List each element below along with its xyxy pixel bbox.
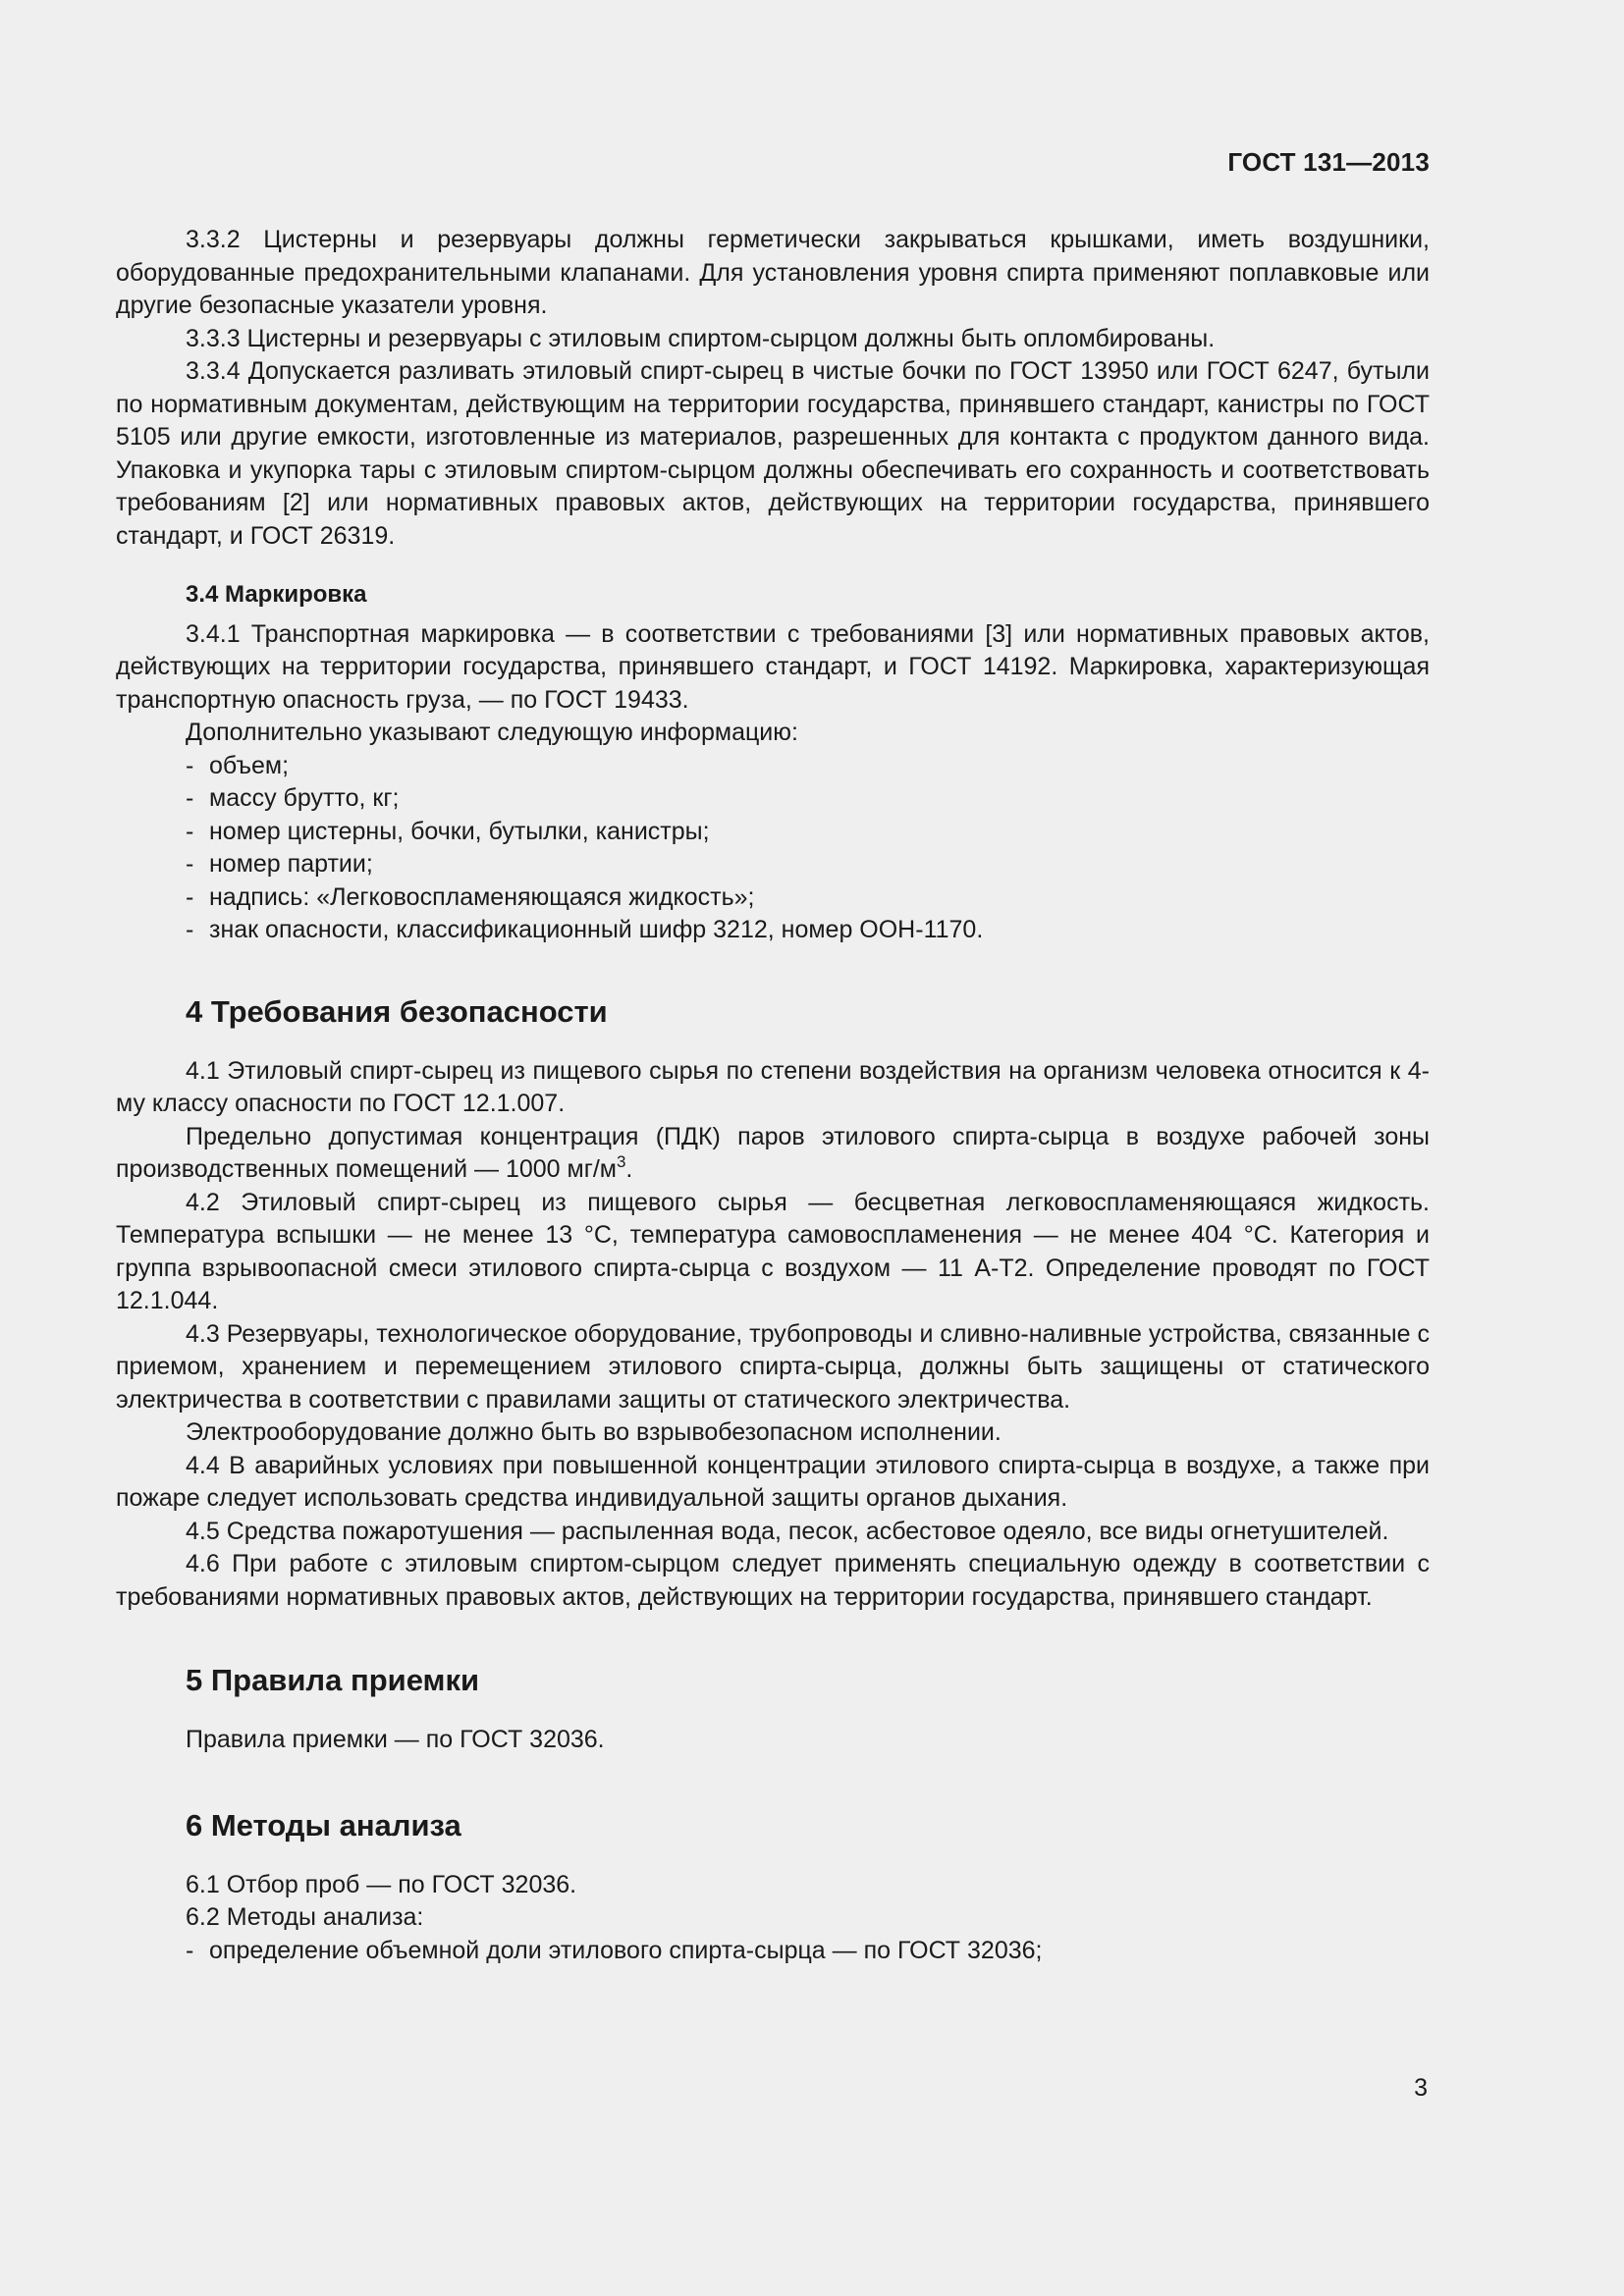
paragraph-4-3-electrical: Электрооборудование должно быть во взрывобезопасном исполнении. — [186, 1418, 1001, 1446]
subsection-heading-3-4: 3.4 Маркировка — [186, 581, 367, 608]
paragraph-4-6: 4.6 При работе с этиловым спиртом-сырцом следует применять специальную одежду в соответствии с требованиями нормативных правовых актов, действующих на территории государства, принявшего стандарт. — [116, 1550, 1430, 1611]
paragraph-4-2: 4.2 Этиловый спирт-сырец из пищевого сырья — бесцветная легковоспламеняющаяся жидкость. Температура вспышки — не менее 13 °С, температура самовоспламенения — не менее 404 °С. Категория и группа взрывоопасной смеси этилового спирта-сырца с воздухом — 11 А-Т2. Определение проводят по ГОСТ 12.1.044. — [116, 1188, 1430, 1314]
section-heading-4: 4 Требования безопасности — [186, 993, 608, 1029]
analysis-list — [116, 1935, 1430, 1968]
mac-text: Предельно допустимая концентрация (ПДК) паров этилового спирта-сырца в воздухе рабочей зоны производственных помещений — 1000 мг/м — [116, 1122, 1430, 1183]
section-heading-5: 5 Правила приемки — [186, 1663, 480, 1697]
list-dash: - — [186, 850, 194, 878]
document-code: ГОСТ 131—2013 — [1227, 147, 1430, 177]
list-item-text: номер партии; — [209, 850, 373, 878]
document-body — [116, 224, 1430, 1967]
list-item-text: номер цистерны, бочки, бутылки, канистры; — [209, 817, 710, 845]
mac-period: . — [625, 1155, 633, 1183]
list-dash: - — [186, 817, 194, 845]
list-item-text: определение объемной доли этилового спирта-сырца — по ГОСТ 32036; — [209, 1936, 1043, 1964]
list-item — [116, 1935, 1430, 1968]
list-dash: - — [186, 751, 194, 779]
paragraph-6-2: 6.2 Методы анализа: — [186, 1903, 424, 1931]
paragraph-4-1-mac — [116, 1121, 1430, 1187]
list-item — [116, 816, 1430, 849]
list-item — [116, 848, 1430, 881]
page-number: 3 — [1414, 2074, 1428, 2102]
paragraph-3-3-2: 3.3.2 Цистерны и резервуары должны герметически закрываться крышками, иметь воздушники, оборудованные предохранительными клапанами. Для установления уровня спирта применяют поплавковые или другие безопасные указатели уровня. — [116, 226, 1430, 319]
list-item-text: объем; — [209, 751, 290, 779]
section-heading-6: 6 Методы анализа — [186, 1807, 461, 1842]
paragraph-4-4: 4.4 В аварийных условиях при повышенной концентрации этилового спирта-сырца в воздухе, а также при пожаре следует использовать средства индивидуальной защиты органов дыхания. — [116, 1451, 1430, 1512]
mac-superscript: 3 — [616, 1152, 626, 1171]
list-item-text: надпись: «Легковоспламеняющаяся жидкость»; — [209, 882, 755, 911]
paragraph-3-3-4: 3.3.4 Допускается разливать этиловый спирт-сырец в чистые бочки по ГОСТ 13950 или ГОСТ 6247, бутыли по нормативным документам, действующим на территории государства, принявшего стандарт, канистры по ГОСТ 5105 или другие емкости, изготовленные из материалов, разрешенных для контакта с продуктом данного вида. Упаковка и укупорка тары с этиловым спиртом-сырцом должны обеспечивать его сохранность и соответствовать требованиям [2] или нормативных правовых актов, действующих на территории государства, принявшего стандарт, и ГОСТ 26319. — [116, 357, 1430, 550]
list-item — [116, 914, 1430, 947]
list-item-text: знак опасности, классификационный шифр 3212, номер ООН-1170. — [209, 916, 984, 943]
paragraph-3-4-1-additional: Дополнительно указывают следующую информацию: — [186, 719, 798, 746]
list-dash: - — [186, 916, 194, 943]
paragraph-5: Правила приемки — по ГОСТ 32036. — [186, 1726, 605, 1753]
list-item — [116, 881, 1430, 915]
list-item — [116, 782, 1430, 816]
paragraph-3-3-3: 3.3.3 Цистерны и резервуары с этиловым спиртом-сырцом должны быть опломбированы. — [186, 324, 1216, 352]
paragraph-4-3: 4.3 Резервуары, технологическое оборудование, трубопроводы и сливно-наливные устройства, связанные с приемом, хранением и перемещением этилового спирта-сырца, должны быть защищены от статического электричества в соответствии с правилами защиты от статического электричества. — [116, 1319, 1430, 1414]
marking-list — [116, 750, 1430, 947]
list-dash: - — [186, 784, 194, 812]
paragraph-4-1: 4.1 Этиловый спирт-сырец из пищевого сырья по степени воздействия на организм человека относится к 4-му классу опасности по ГОСТ 12.1.007. — [116, 1056, 1430, 1117]
list-item — [116, 750, 1430, 783]
paragraph-6-1: 6.1 Отбор проб — по ГОСТ 32036. — [186, 1870, 577, 1898]
paragraph-4-5: 4.5 Средства пожаротушения — распыленная вода, песок, асбестовое одеяло, все виды огнетушителей. — [186, 1517, 1389, 1545]
list-dash: - — [186, 1936, 194, 1964]
paragraph-3-4-1: 3.4.1 Транспортная маркировка — в соответствии с требованиями [3] или нормативных правовых актов, действующих на территории государства, принявшего стандарт, и ГОСТ 14192. Маркировка, характеризующая транспортную опасность груза, — по ГОСТ 19433. — [116, 619, 1430, 714]
list-item-text: массу брутто, кг; — [209, 784, 400, 812]
list-dash: - — [186, 882, 194, 911]
